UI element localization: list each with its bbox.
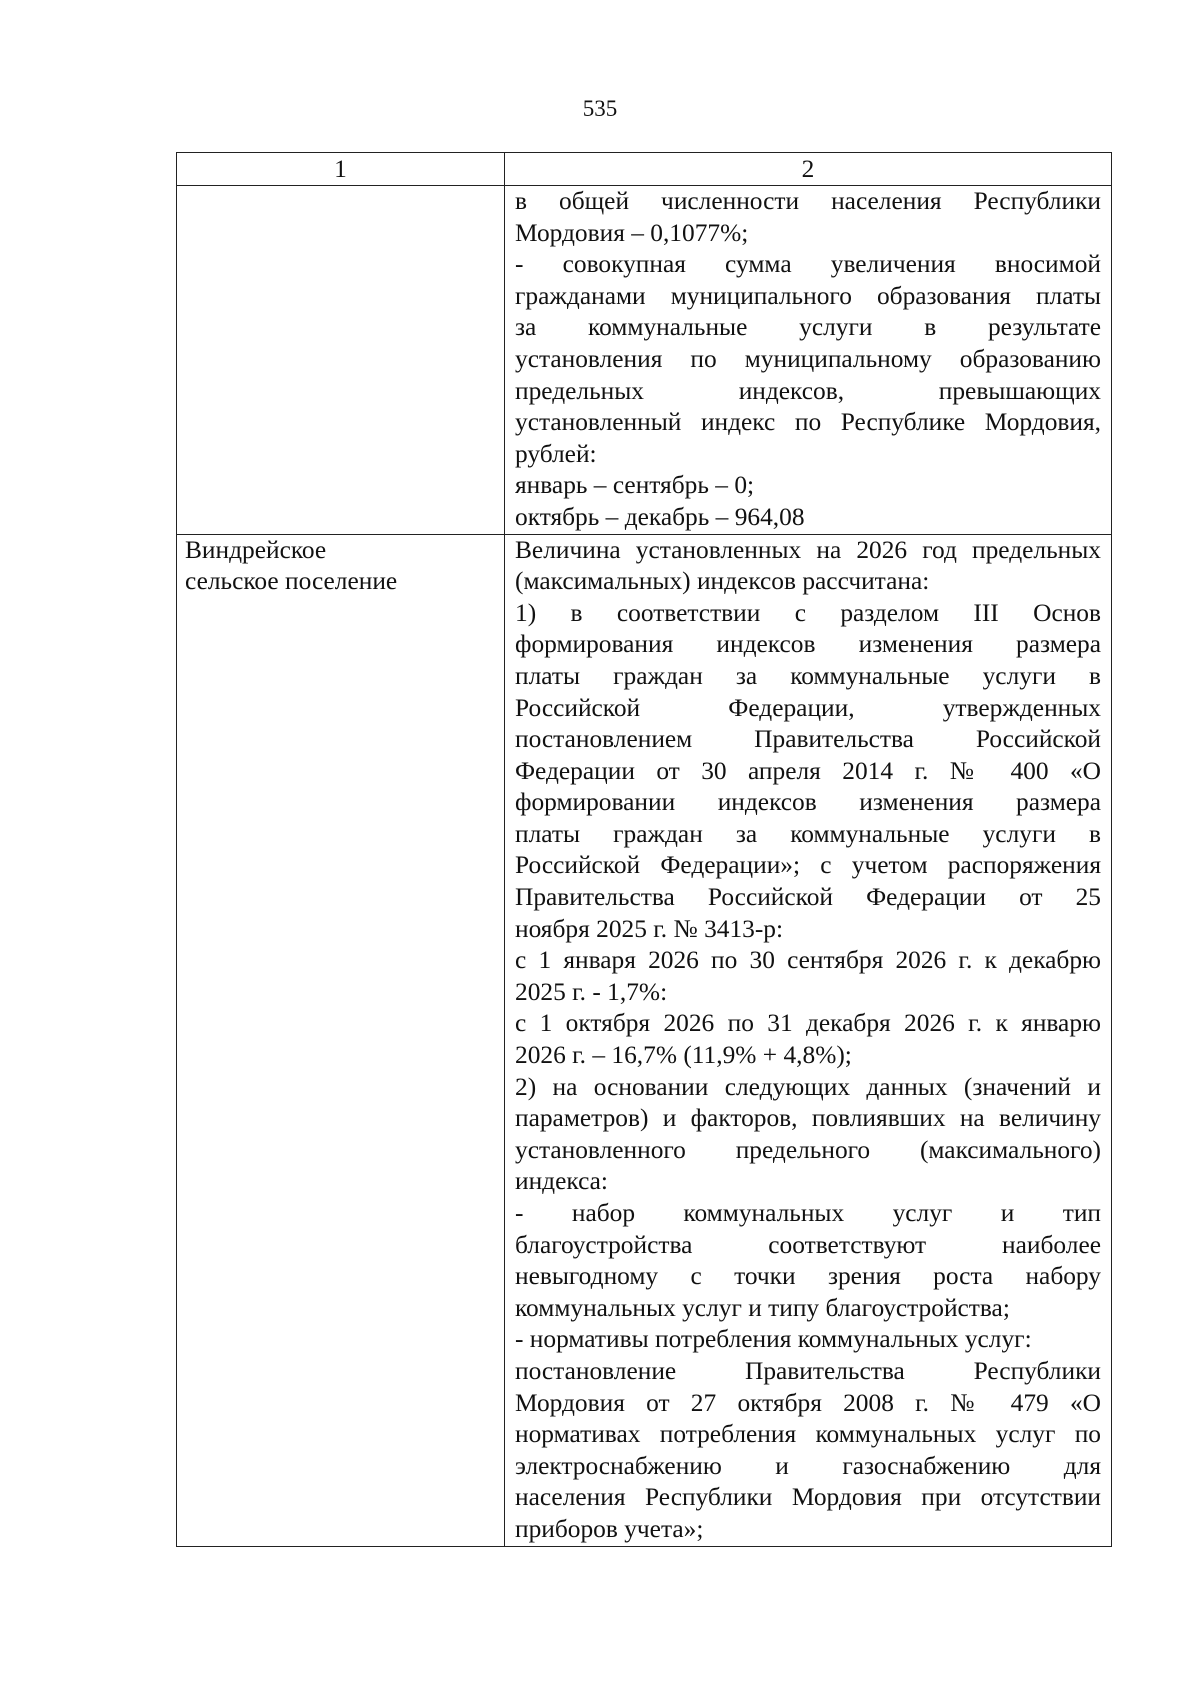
text-line: Правительства Российской Федерации от 25 — [515, 883, 1101, 912]
text-line: приборов учета»; — [515, 1514, 704, 1543]
text-line: Мордовия от 27 октября 2008 г. № 479 «О — [515, 1388, 1101, 1417]
text-line: установления по муниципальному образованию — [515, 344, 1101, 373]
text-line: рублей: — [515, 439, 597, 468]
text-line: - нормативы потребления коммунальных услуг: — [515, 1325, 1032, 1354]
text-line: Российской Федерации»; с учетом распоряжения — [515, 851, 1101, 880]
table-row — [177, 534, 1112, 1546]
text-line: (максимальных) индексов рассчитана: — [515, 567, 930, 596]
text-line: 2) на основании следующих данных (значений и — [515, 1072, 1101, 1101]
text-line: январь – сентябрь – 0; — [515, 471, 755, 500]
text-line: предельных индексов, превышающих — [515, 376, 1101, 405]
text-line: платы граждан за коммунальные услуги в — [515, 819, 1101, 848]
text-line: 1) в соответствии с разделом III Основ — [515, 598, 1101, 627]
data-table — [176, 152, 1112, 1547]
text-line: - набор коммунальных услуг и тип — [515, 1199, 1101, 1227]
text-line: коммунальных услуг и типу благоустройства; — [515, 1293, 1010, 1322]
text-line: Мордовия – 0,1077%; — [515, 218, 749, 247]
text-line: в общей численности населения Республики — [515, 187, 1101, 215]
text-line: электроснабжению и газоснабжению для — [515, 1451, 1101, 1480]
text-line: с 1 октября 2026 по 31 декабря 2026 г. к январю — [515, 1009, 1101, 1038]
text-line: благоустройства соответствуют наиболее — [515, 1230, 1101, 1259]
text-line: параметров) и факторов, повлиявших на величину — [515, 1104, 1101, 1133]
text-line: - совокупная сумма увеличения вносимой — [515, 250, 1101, 279]
settlement-name-line: сельское поселение — [185, 567, 398, 596]
text-line: установленный индекс по Республике Мордовия, — [515, 408, 1101, 437]
text-line: формировании индексов изменения размера — [515, 788, 1101, 817]
text-line: октябрь – декабрь – 964,08 — [515, 502, 805, 531]
text-line: постановлением Правительства Российской — [515, 725, 1101, 754]
text-line: невыгодному с точки зрения роста набору — [515, 1262, 1101, 1291]
page-number: 535 — [582, 96, 618, 121]
row1-left-cell — [177, 186, 505, 535]
text-line: с 1 января 2026 по 30 сентября 2026 г. к декабрю — [515, 946, 1101, 975]
settlement-name-line: Виндрейское — [185, 535, 327, 564]
text-line: гражданами муниципального образования платы — [515, 281, 1101, 310]
text-line: формирования индексов изменения размера — [515, 630, 1101, 659]
text-line: установленного предельного (максимального) — [515, 1135, 1101, 1164]
text-line: постановление Правительства Республики — [515, 1356, 1101, 1385]
text-line: населения Республики Мордовия при отсутствии — [515, 1483, 1101, 1512]
text-line: за коммунальные услуги в результате — [515, 313, 1101, 342]
text-line: платы граждан за коммунальные услуги в — [515, 661, 1101, 690]
text-line: ноября 2025 г. № 3413-р: — [515, 914, 784, 943]
text-line: 2025 г. - 1,7%: — [515, 977, 668, 1006]
text-line: Федерации от 30 апреля 2014 г. № 400 «О — [515, 756, 1101, 785]
text-line: нормативах потребления коммунальных услуг по — [515, 1420, 1101, 1449]
table-header-row — [177, 153, 1112, 186]
text-line: Величина установленных на 2026 год предельных — [515, 535, 1101, 564]
table-row — [177, 186, 1112, 535]
column-header-2: 2 — [505, 153, 1112, 186]
text-line: индекса: — [515, 1167, 608, 1196]
text-line: 2026 г. – 16,7% (11,9% + 4,8%); — [515, 1041, 852, 1070]
text-line: Российской Федерации, утвержденных — [515, 693, 1101, 722]
row2-left-cell — [177, 534, 505, 1546]
row1-right-cell — [505, 186, 1112, 535]
row2-right-cell — [505, 534, 1112, 1546]
column-header-1: 1 — [177, 153, 505, 186]
